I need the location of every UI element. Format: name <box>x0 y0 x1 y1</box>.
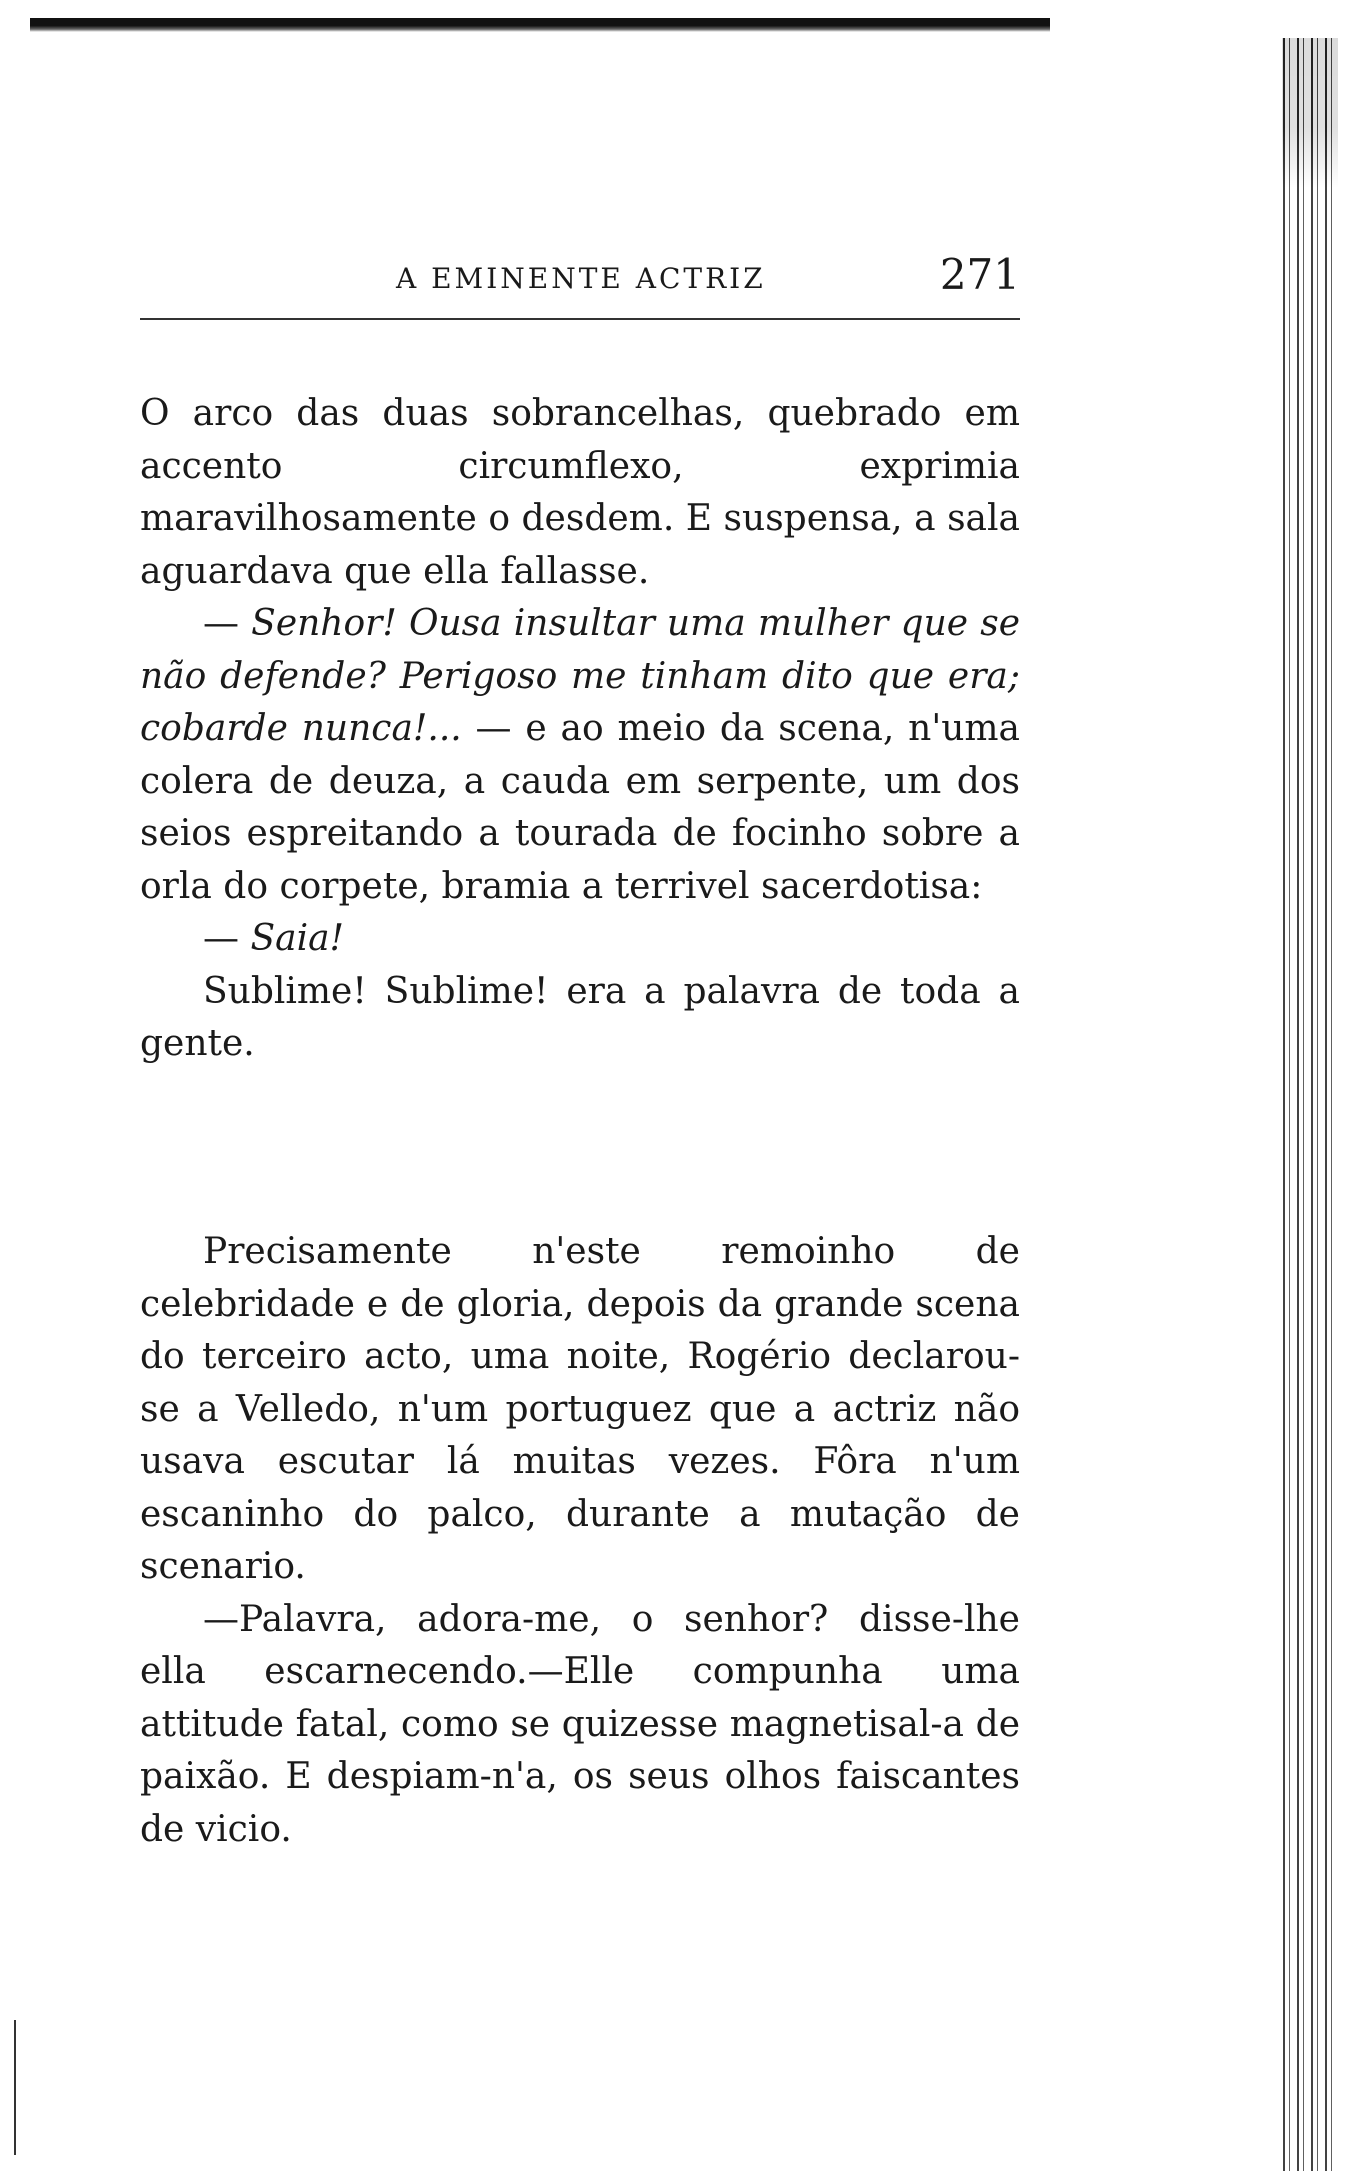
page-top-border <box>30 18 1050 32</box>
dialogue-dash: — <box>203 918 251 959</box>
paragraph-1: O arco das duas sobrancelhas, quebrado em accento circumflexo, exprimia maravilhosamente o desdem. E suspensa, a sala aguardava que ella fallasse. <box>140 393 1020 592</box>
book-spine-edge <box>1280 38 1338 2171</box>
text-section-2 <box>140 1226 1020 1856</box>
italic-speech: Senhor! Ousa insultar uma mulher que se não defende? Perigoso me tinham dito que era; cobarde nunca!... <box>140 603 1020 749</box>
text-section-1 <box>140 388 1020 1071</box>
paragraph-5: Precisamente n'este remoinho de celebridade e de gloria, depois da grande scena do terceiro acto, uma noite, Rogério declarou-se a Velledo, n'um portuguez que a actriz não usava escutar lá muitas vezes. Fôra n'um escaninho do palco, durante a mutação de scenario. <box>140 1231 1020 1587</box>
italic-speech: Saia! <box>250 918 345 959</box>
page-header <box>140 250 1020 320</box>
narration: — e ao meio da scena, n'uma colera de deuza, a cauda em serpente, um dos seios espreitando a tourada de focinho sobre a orla do corpete, bramia a terrivel sacerdotisa: <box>140 708 1020 907</box>
running-head: A EMINENTE ACTRIZ <box>396 262 766 295</box>
page-number: 271 <box>939 250 1020 299</box>
header-rule <box>140 318 1020 320</box>
paragraph-6: —Palavra, adora-me, o senhor? disse-lhe ella escarnecendo.—Elle compunha uma attitude fatal, como se quizesse magnetisal-a de paixão. E despiam-n'a, os seus olhos faiscantes de vicio. <box>140 1598 1020 1850</box>
paragraph-3 <box>140 913 1020 966</box>
margin-mark <box>14 2020 16 2155</box>
paragraph-2 <box>140 598 1020 913</box>
paragraph-4: Sublime! Sublime! era a palavra de toda a gente. <box>140 970 1020 1064</box>
dialogue-dash: — <box>203 603 252 644</box>
